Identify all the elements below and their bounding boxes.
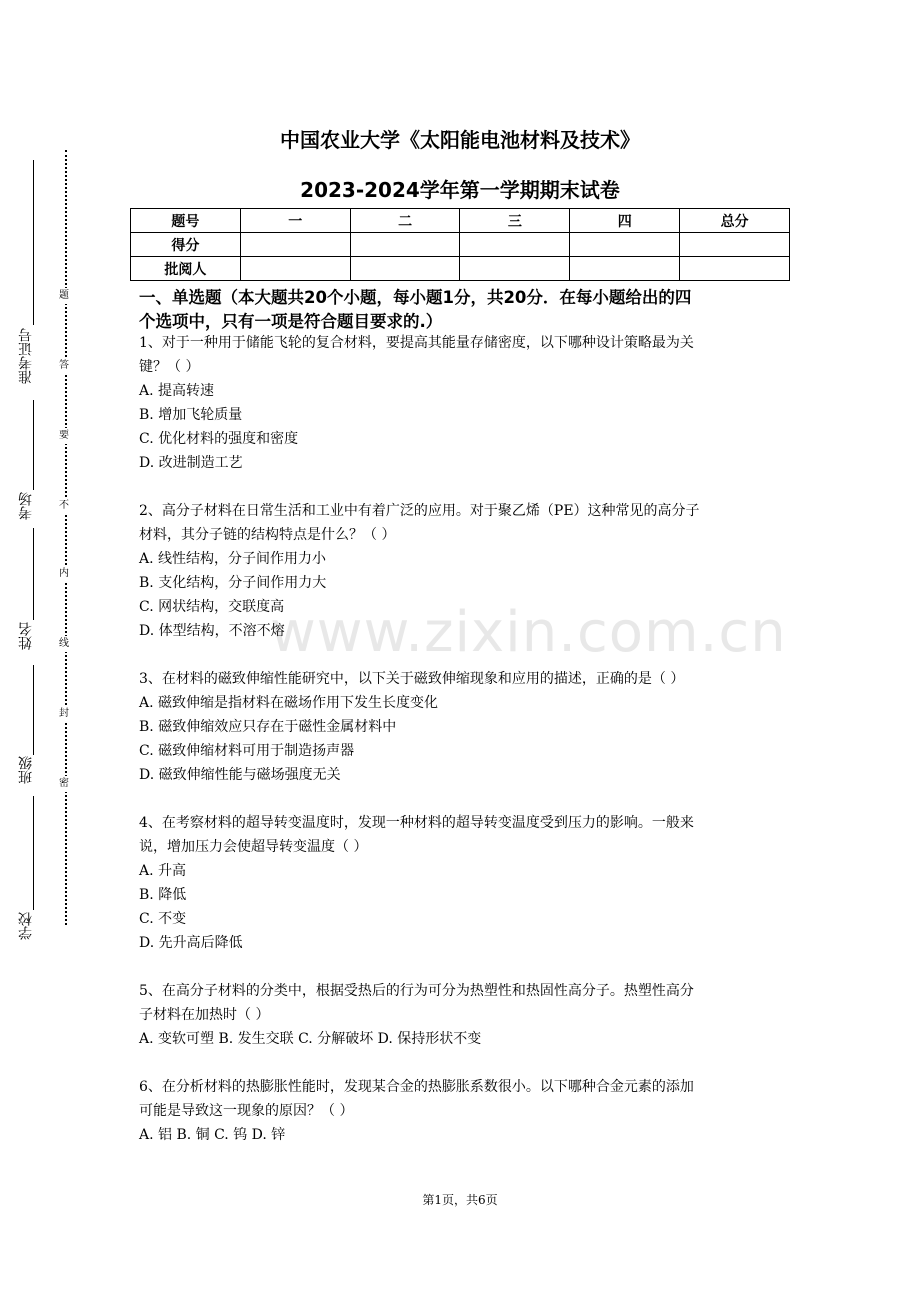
exam-room-line [33,400,34,490]
score-table-header-cell: 三 [460,209,570,233]
reviewer-cell [350,257,460,281]
score-table [130,208,790,281]
exam-title: 中国农业大学《太阳能电池材料及技术》 [280,128,640,152]
section-heading-line: 个选项中，只有一项是符合题目要求的.） [139,312,443,331]
score-cell [350,233,460,257]
score-cell [570,233,680,257]
question-stem: 3、在材料的磁致伸缩性能研究中，以下关于磁致伸缩现象和应用的描述，正确的是（ ） [139,671,685,687]
answer-option: D. 先升高后降低 [139,935,243,951]
answer-option: A. 升高 [139,863,187,879]
seal-char: 要 [59,428,69,444]
class-line [33,665,34,755]
answer-option: D. 磁致伸缩性能与磁场强度无关 [139,767,341,783]
score-cell [680,233,790,257]
answer-option: B. 增加飞轮质量 [139,407,243,423]
question-block [139,811,789,955]
question-list [139,331,789,1171]
seal-char: 不 [59,498,69,514]
answer-option: D. 改进制造工艺 [139,455,243,471]
seal-char: 内 [59,566,69,582]
reviewer-cell [680,257,790,281]
reviewer-cell [240,257,350,281]
answer-option: C. 不变 [139,911,187,927]
reviewer-cell [570,257,680,281]
section-heading-line: 一、单选题（本大题共20个小题，每小题1分，共20分．在每小题给出的四 [139,288,692,307]
seal-dotted-line [65,150,67,925]
answer-option: B. 支化结构，分子间作用力大 [139,575,327,591]
question-block [139,667,789,787]
question-stem: 子材料在加热时（ ） [139,1007,270,1023]
score-table-header-cell: 二 [350,209,460,233]
score-row-label: 得分 [131,233,241,257]
page-footer: 第1页，共6页 [422,1193,498,1207]
seal-char: 线 [59,636,69,652]
watermark: www.zixin.com.cn [270,600,787,665]
seal-char: 封 [59,706,69,722]
answer-option: B. 降低 [139,887,187,903]
answer-option: C. 优化材料的强度和密度 [139,431,299,447]
answer-option: D. 体型结构，不溶不熔 [139,623,285,639]
answer-option: B. 磁致伸缩效应只存在于磁性金属材料中 [139,719,397,735]
exam-subtitle: 2023-2024学年第一学期期末试卷 [300,178,620,202]
answer-option: A. 磁致伸缩是指材料在磁场作用下发生长度变化 [139,695,439,711]
sidebar-field-name: 姓名 [18,622,34,650]
score-cell [460,233,570,257]
score-table-header-row [131,209,790,233]
answer-option: A. 变软可塑 B. 发生交联 C. 分解破坏 D. 保持形状不变 [139,1031,482,1047]
sidebar-field-school: 学校 [18,912,34,940]
score-cell [240,233,350,257]
reviewer-cell [460,257,570,281]
answer-option: A. 线性结构，分子间作用力小 [139,551,327,567]
answer-option: A. 提高转速 [139,383,215,399]
answer-option: A. 铝 B. 铜 C. 钨 D. 锌 [139,1127,286,1143]
question-block [139,499,789,643]
sidebar-field-exam-room: 考场 [18,492,34,520]
question-block [139,979,789,1051]
question-stem: 说，增加压力会使超导转变温度（ ） [139,839,368,855]
score-table-row-score [131,233,790,257]
question-stem: 2、高分子材料在日常生活和工业中有着广泛的应用。对于聚乙烯（PE）这种常见的高分子 [139,503,700,519]
question-stem: 材料，其分子链的结构特点是什么？（ ） [139,527,396,543]
question-stem: 1、对于一种用于储能飞轮的复合材料，要提高其能量存储密度，以下哪种设计策略最为关 [139,335,694,351]
question-stem: 5、在高分子材料的分类中，根据受热后的行为可分为热塑性和热固性高分子。热塑性高分 [139,983,694,999]
seal-char: 答 [59,358,69,374]
reviewer-row-label: 批阅人 [131,257,241,281]
name-line [33,528,34,620]
school-line [33,796,34,910]
question-stem: 可能是导致这一现象的原因？（ ） [139,1103,354,1119]
seal-char: 密 [59,776,69,792]
question-block [139,331,789,475]
sidebar-field-class: 班级 [18,756,34,784]
question-stem: 4、在考察材料的超导转变温度时，发现一种材料的超导转变温度受到压力的影响。一般来 [139,815,694,831]
score-table-header-cell: 四 [570,209,680,233]
score-table-header-cell: 总分 [680,209,790,233]
sidebar-field-exam-id: 准考证号 [18,328,34,384]
question-block [139,1075,789,1147]
answer-option: C. 网状结构，交联度高 [139,599,285,615]
answer-option: C. 磁致伸缩材料可用于制造扬声器 [139,743,355,759]
section-heading [139,286,789,334]
score-table-header-cell: 一 [240,209,350,233]
seal-char: 题 [59,288,69,304]
question-stem: 6、在分析材料的热膨胀性能时，发现某合金的热膨胀系数很小。以下哪种合金元素的添加 [139,1079,694,1095]
score-table-row-reviewer [131,257,790,281]
question-stem: 键？（ ） [139,359,200,375]
score-table-header-cell: 题号 [131,209,241,233]
